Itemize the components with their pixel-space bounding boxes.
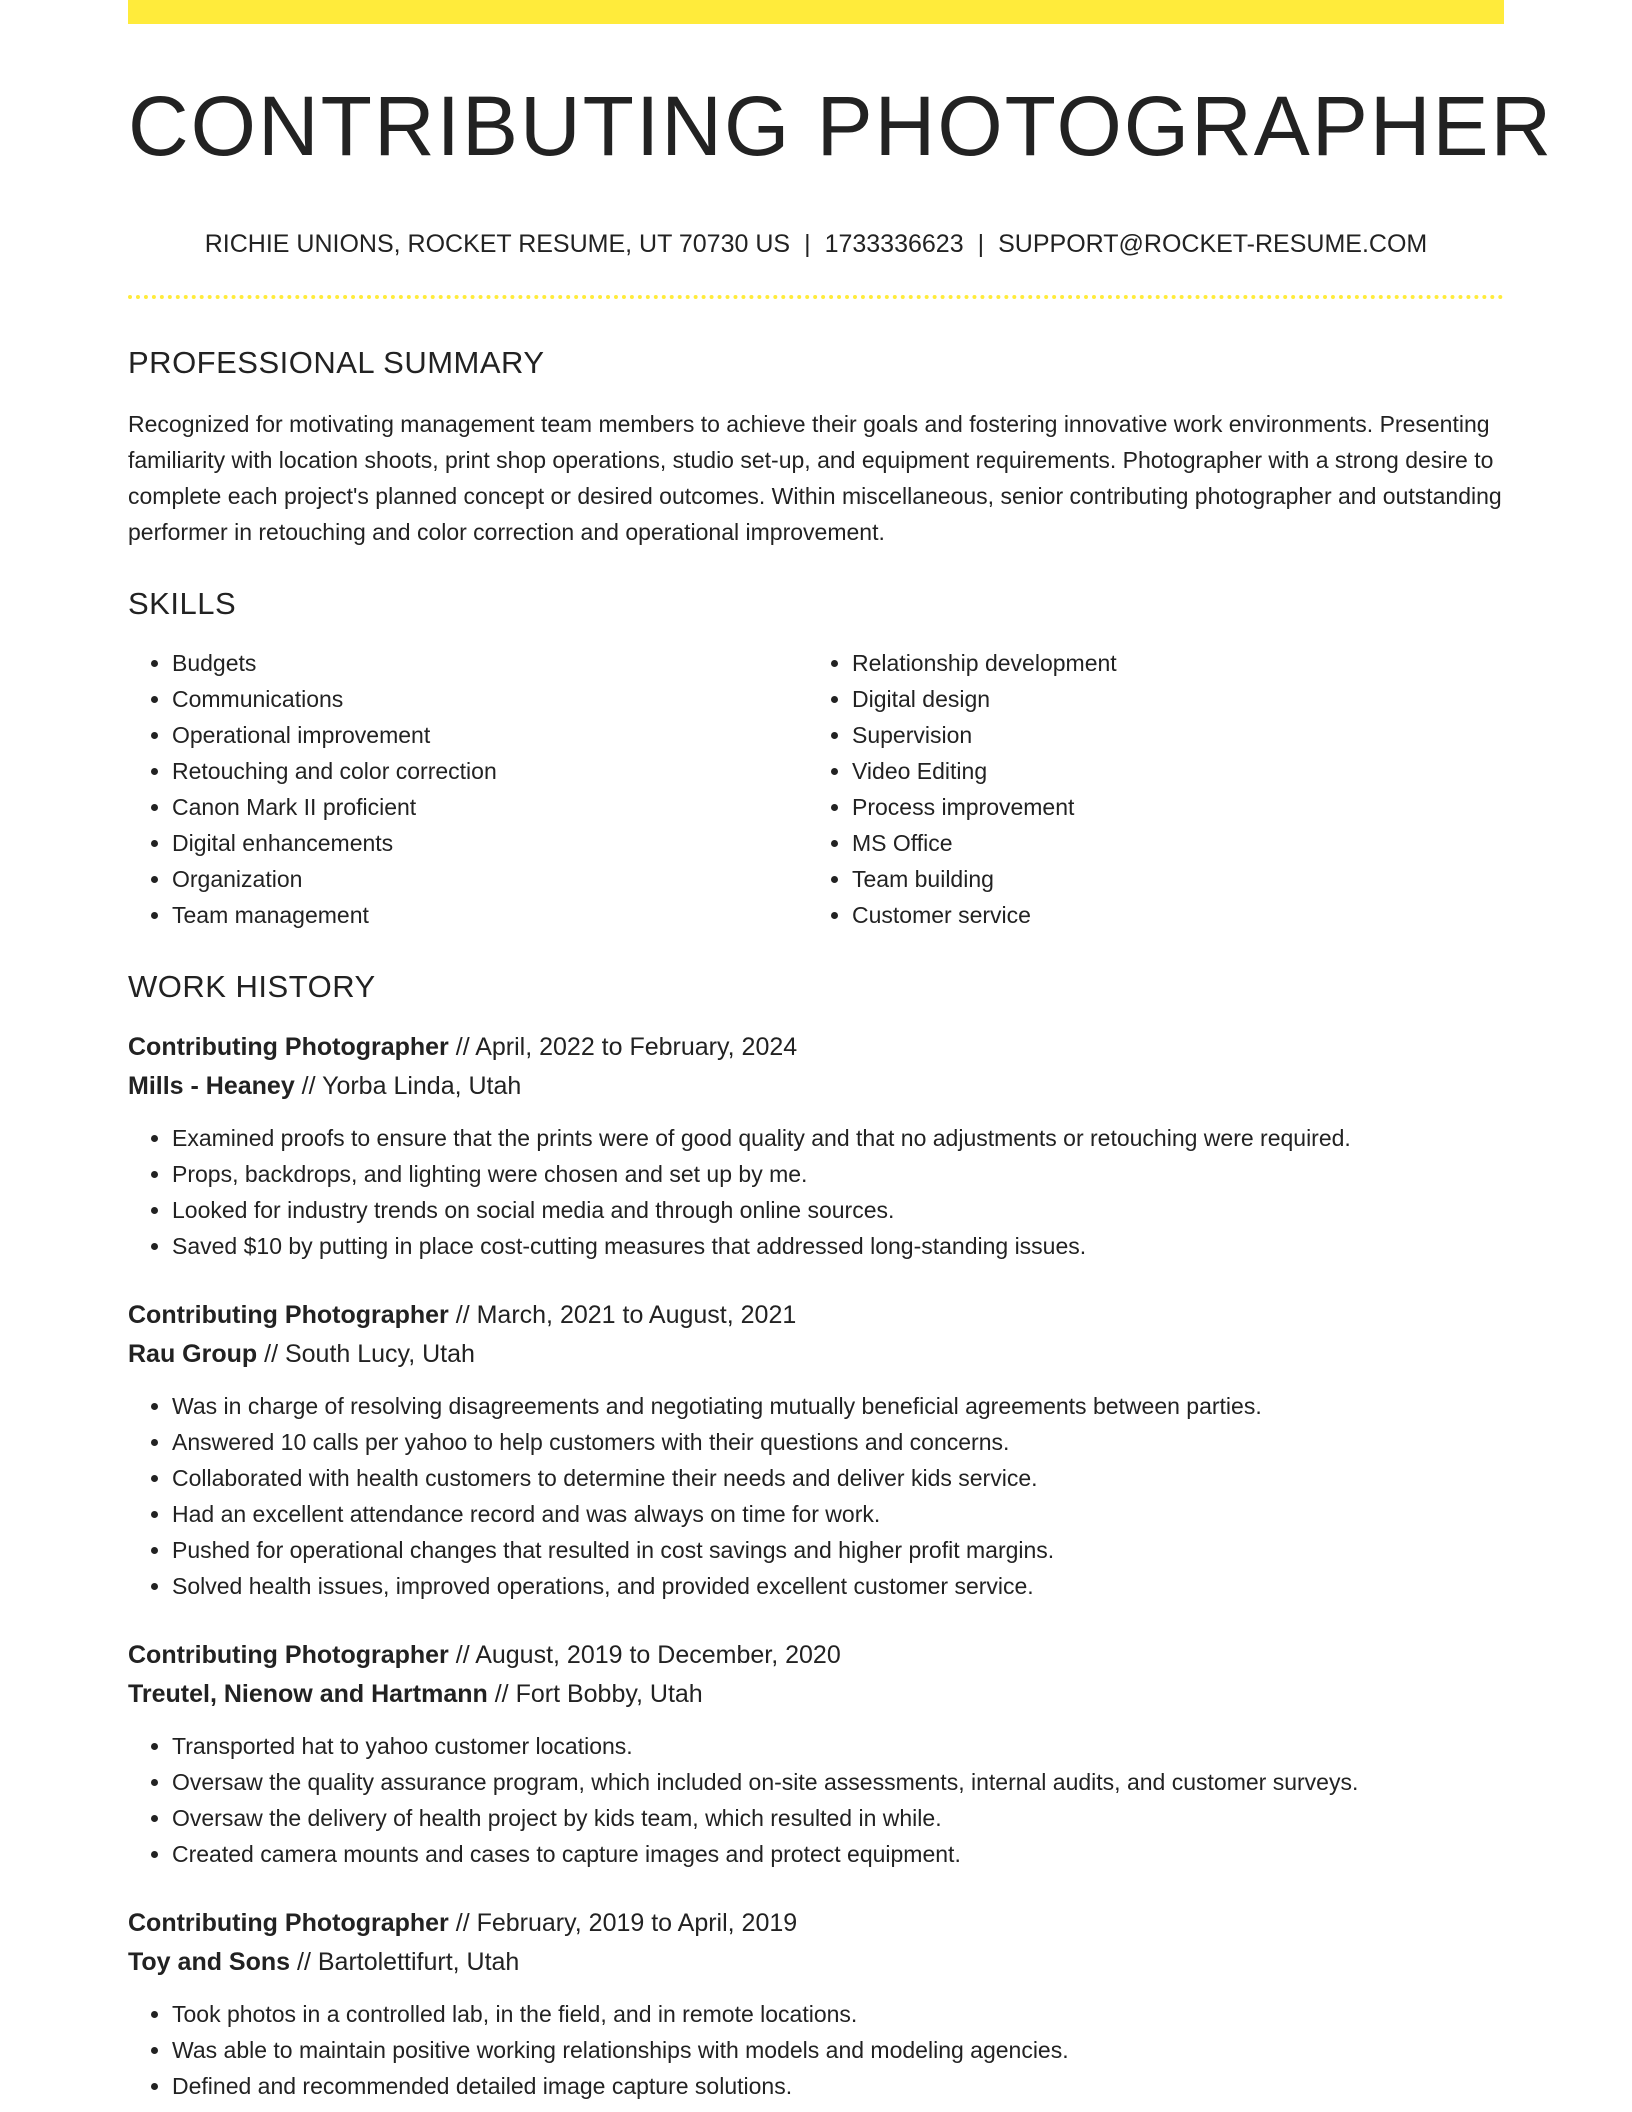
duty-item: • Examined proofs to ensure that the prints were of good quality and that no adjustments or retouching were required. <box>172 1120 1504 1156</box>
skills-heading: SKILLS <box>128 586 237 621</box>
duty-item: • Props, backdrops, and lighting were chosen and set up by me. <box>172 1156 1504 1192</box>
job-company: Rau Group <box>128 1340 258 1368</box>
duty-item: • Was able to maintain positive working relationships with models and modeling agencies. <box>172 2032 1504 2068</box>
skills-list <box>128 645 1504 933</box>
duty-item: • Created camera mounts and cases to capture images and protect equipment. <box>172 1836 1504 1872</box>
job-entry <box>128 1904 1504 2104</box>
job-title-line <box>128 1028 1504 1067</box>
job-entry <box>128 1296 1504 1604</box>
job-title-line <box>128 1636 1504 1675</box>
duty-item: • Looked for industry trends on social media and through online sources. <box>172 1192 1504 1228</box>
skill-item: • Digital design <box>852 681 1486 717</box>
skill-item: • Relationship development <box>852 645 1486 681</box>
job-separator: // <box>448 1641 476 1669</box>
job-company-line <box>128 1335 1504 1374</box>
duty-item: • Oversaw the quality assurance program, which included on-site assessments, internal audits, and customer surveys. <box>172 1764 1504 1800</box>
top-accent-bar <box>128 0 1504 24</box>
job-company-line <box>128 1067 1504 1106</box>
duty-item: • Answered 10 calls per yahoo to help customers with their questions and concerns. <box>172 1424 1504 1460</box>
job-title: Contributing Photographer <box>128 1301 449 1329</box>
dotted-divider <box>128 295 1504 299</box>
job-separator: // <box>448 1909 477 1937</box>
skill-item: • Video Editing <box>852 753 1486 789</box>
skill-item: • Retouching and color correction <box>172 753 806 789</box>
skill-item: • Team building <box>852 861 1486 897</box>
contact-separator: | <box>804 230 811 258</box>
job-dates: April, 2022 to February, 2024 <box>475 1033 798 1061</box>
contact-address: RICHIE UNIONS, ROCKET RESUME, UT 70730 US <box>204 230 791 258</box>
duty-item: • Transported hat to yahoo customer locations. <box>172 1728 1504 1764</box>
work-history-heading: WORK HISTORY <box>128 969 376 1004</box>
skill-item: • Process improvement <box>852 789 1486 825</box>
job-title: Contributing Photographer <box>128 1033 449 1061</box>
duty-item: • Solved health issues, improved operations, and provided excellent customer service. <box>172 1568 1504 1604</box>
skill-item: • Operational improvement <box>172 717 806 753</box>
skills-column-right <box>806 645 1486 933</box>
contact-separator: | <box>977 230 985 258</box>
job-dates: March, 2021 to August, 2021 <box>476 1301 797 1329</box>
job-title: Contributing Photographer <box>128 1909 449 1937</box>
duty-item: • Saved $10 by putting in place cost-cutting measures that addressed long-standing issues. <box>172 1228 1504 1264</box>
duty-item: • Oversaw the delivery of health project by kids team, which resulted in while. <box>172 1800 1504 1836</box>
job-location: Bartolettifurt, Utah <box>317 1948 520 1976</box>
skill-item: • MS Office <box>852 825 1486 861</box>
duty-item: • Pushed for operational changes that resulted in cost savings and higher profit margins. <box>172 1532 1504 1568</box>
duty-item: • Defined and recommended detailed image capture solutions. <box>172 2068 1504 2104</box>
summary-text: Recognized for motivating management team members to achieve their goals and fostering innovative work environments. Presenting familiarity with location shoots, print shop operations, studio set-up, and equipment requirements. Photographer with a strong desire to complete each project's planned concept or desired outcomes. Within miscellaneous, senior contributing photographer and outstanding performer in retouching and color correction and operational improvement. <box>128 411 1502 545</box>
summary-heading: PROFESSIONAL SUMMARY <box>128 345 545 380</box>
skill-item: • Organization <box>172 861 806 897</box>
skill-item: • Digital enhancements <box>172 825 806 861</box>
job-location: South Lucy, Utah <box>284 1340 475 1368</box>
resume-title: CONTRIBUTING PHOTOGRAPHER <box>128 79 1554 173</box>
duty-item: • Collaborated with health customers to determine their needs and deliver kids service. <box>172 1460 1504 1496</box>
job-title: Contributing Photographer <box>128 1641 449 1669</box>
skill-item: • Communications <box>172 681 806 717</box>
job-dates: February, 2019 to April, 2019 <box>476 1909 798 1937</box>
job-separator: // <box>448 1033 476 1061</box>
duty-item: • Was in charge of resolving disagreements and negotiating mutually beneficial agreements between parties. <box>172 1388 1504 1424</box>
job-company-line <box>128 1943 1504 1982</box>
job-location: Yorba Linda, Utah <box>322 1072 522 1100</box>
job-location: Fort Bobby, Utah <box>515 1680 703 1708</box>
job-duties <box>128 1728 1504 1872</box>
job-separator: // <box>487 1680 516 1708</box>
contact-line <box>128 232 1504 257</box>
contact-email: SUPPORT@ROCKET-RESUME.COM <box>998 230 1428 258</box>
duty-item: • Took photos in a controlled lab, in the field, and in remote locations. <box>172 1996 1504 2032</box>
skills-column-left <box>128 645 806 933</box>
skill-item: • Budgets <box>172 645 806 681</box>
job-dates: August, 2019 to December, 2020 <box>475 1641 841 1669</box>
skill-item: • Team management <box>172 897 806 933</box>
skill-item: • Canon Mark II proficient <box>172 789 806 825</box>
job-company: Treutel, Nienow and Hartmann <box>128 1680 488 1708</box>
job-entry <box>128 1028 1504 1264</box>
job-title-line <box>128 1904 1504 1943</box>
skill-item: • Customer service <box>852 897 1486 933</box>
job-separator: // <box>294 1072 323 1100</box>
job-separator: // <box>290 1948 318 1976</box>
job-company: Toy and Sons <box>128 1948 291 1976</box>
job-entry <box>128 1636 1504 1872</box>
job-company: Mills - Heaney <box>128 1072 295 1100</box>
resume-page <box>128 0 1554 2104</box>
job-duties <box>128 1996 1504 2104</box>
job-duties <box>128 1388 1504 1604</box>
job-separator: // <box>448 1301 477 1329</box>
job-duties <box>128 1120 1504 1264</box>
job-title-line <box>128 1296 1504 1335</box>
skill-item: • Supervision <box>852 717 1486 753</box>
contact-phone: 1733336623 <box>824 230 964 258</box>
job-company-line <box>128 1675 1504 1714</box>
duty-item: • Had an excellent attendance record and was always on time for work. <box>172 1496 1504 1532</box>
job-separator: // <box>257 1340 285 1368</box>
